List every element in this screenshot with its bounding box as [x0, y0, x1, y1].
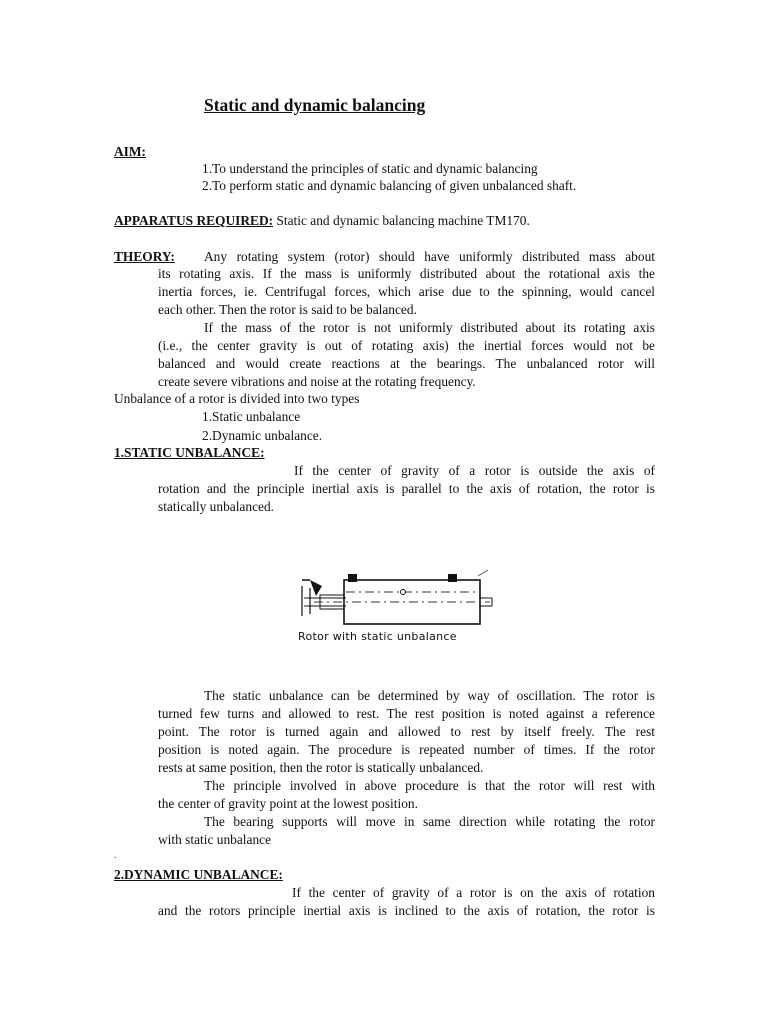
aim-item: 2.To perform static and dynamic balancing of given unbalanced shaft. — [202, 178, 577, 193]
theory-line: its rotating axis. If the mass is uniformly distributed about the rotational axis the — [158, 266, 655, 281]
aim-item: 1.To understand the principles of static and dynamic balancing — [202, 161, 538, 176]
apparatus-heading: APPARATUS REQUIRED: — [114, 213, 274, 228]
apparatus-text: Static and dynamic balancing machine TM170. — [273, 213, 530, 228]
static-paragraph-line: the center of gravity point at the lowest position. — [158, 796, 418, 811]
static-paragraph-line: turned few turns and allowed to rest. The rest position is noted against a reference — [158, 706, 655, 721]
dynamic-line: If the center of gravity of a rotor is on the axis of rotation — [292, 885, 655, 900]
figure-caption: Rotor with static unbalance — [298, 630, 457, 643]
static-paragraph-line: rests at same position, then the rotor is statically unbalanced. — [158, 760, 484, 775]
static-paragraph-line: point. The rotor is turned again and allowed to rest by itself freely. The rest — [158, 724, 655, 739]
theory-line: (i.e., the center gravity is out of rotating axis) the inertial forces would not be — [158, 338, 655, 353]
page-title: Static and dynamic balancing — [204, 95, 426, 115]
types-intro: Unbalance of a rotor is divided into two types — [114, 391, 360, 406]
theory-line: each other. Then the rotor is said to be balanced. — [158, 302, 417, 317]
static-paragraph-line: The bearing supports will move in same direction while rotating the rotor — [204, 814, 655, 829]
stray-dot: . — [114, 850, 117, 860]
static-paragraph-line: The static unbalance can be determined by way of oscillation. The rotor is — [204, 688, 655, 703]
rotor-figure — [290, 566, 500, 650]
rotor-diagram — [290, 566, 500, 630]
type-item: 2.Dynamic unbalance. — [202, 428, 323, 443]
theory-line: If the mass of the rotor is not uniformly distributed about its rotating axis — [204, 320, 655, 335]
dynamic-unbalance-heading: 2.DYNAMIC UNBALANCE: — [114, 867, 283, 882]
apparatus-line — [114, 212, 530, 230]
static-line: statically unbalanced. — [158, 499, 275, 514]
theory-line: balanced and would create reactions at the bearings. The unbalanced rotor will — [158, 356, 655, 371]
static-line: rotation and the principle inertial axis is parallel to the axis of rotation, the rotor is — [158, 481, 655, 496]
type-item: 1.Static unbalance — [202, 409, 301, 424]
aim-heading: AIM: — [114, 144, 146, 159]
static-unbalance-heading: 1.STATIC UNBALANCE: — [114, 445, 265, 460]
theory-line: inertia forces, ie. Centrifugal forces, which arise due to the spinning, would cancel — [158, 284, 655, 299]
static-paragraph-line: position is noted again. The procedure is repeated number of times. If the rotor — [158, 742, 655, 757]
theory-heading: THEORY: — [114, 249, 175, 264]
theory-line: create severe vibrations and noise at the rotating frequency. — [158, 374, 476, 389]
static-line: If the center of gravity of a rotor is outside the axis of — [294, 463, 655, 478]
theory-line: Any rotating system (rotor) should have uniformly distributed mass about — [204, 249, 655, 264]
static-paragraph-line: with static unbalance — [158, 832, 272, 847]
dynamic-line: and the rotors principle inertial axis is inclined to the axis of rotation, the rotor is — [158, 903, 655, 918]
static-paragraph-line: The principle involved in above procedure is that the rotor will rest with — [204, 778, 655, 793]
